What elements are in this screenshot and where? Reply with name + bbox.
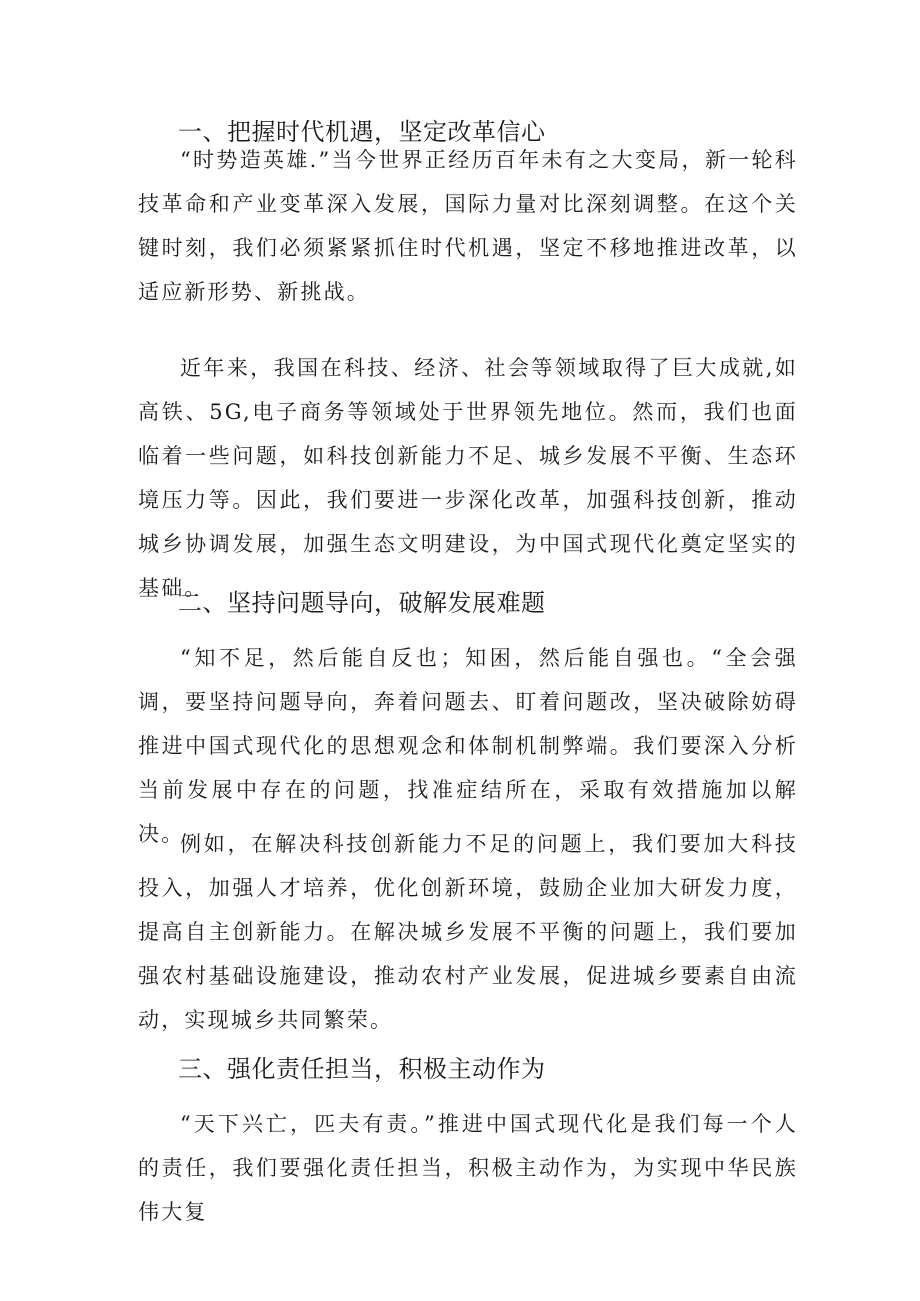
paragraph-1-2: 近年来，我国在科技、经济、社会等领域取得了巨大成就,如高铁、5G,电子商务等领域处于世界领先地位。然而，我们也面临着一些问题，如科技创新能力不足、城乡发展不平衡、生态环境压力等。因此，我们要进一步深化改革，加强科技创新，推动城乡协调发展，加强生态文明建设，为中国式现代化奠定坚实的基础。 [138,356,798,600]
paragraph-1-1: “时势造英雄.”当今世界正经历百年未有之大变局，新一轮科技革命和产业变革深入发展，国际力量对比深刻调整。在这个关键时刻，我们必须紧紧抓住时代机遇，坚定不移地推进改革，以适应新形势、新挑战。 [138,148,798,304]
paragraph-2-1: “知不足，然后能自反也；知困，然后能自强也。“全会强调，要坚持问题导向，奔着问题去、盯着问题改，坚决破除妨碍推进中国式现代化的思想观念和体制机制弊端。我们要深入分析当前发展中存在的问题，找准症结所在，采取有效措施加以解决。 [138,646,798,846]
section-heading-2: 二、坚持问题导向，破解发展难题 [178,589,546,617]
paragraph-3-1: “天下兴亡，匹夫有责。”推进中国式现代化是我们每一个人的责任，我们要强化责任担当，积极主动作为，为实现中华民族伟大复 [138,1112,798,1224]
paragraph-2-2: 例如，在解决科技创新能力不足的问题上，我们要加大科技投入，加强人才培养，优化创新环境，鼓励企业加大研发力度，提高自主创新能力。在解决城乡发展不平衡的问题上，我们要加强农村基础设施建设，推动农村产业发展，促进城乡要素自由流动，实现城乡共同繁荣。 [138,832,798,1032]
section-heading-1: 一、把握时代机遇，坚定改革信心 [178,118,546,146]
section-heading-3: 三、强化责任担当，积极主动作为 [178,1055,546,1083]
